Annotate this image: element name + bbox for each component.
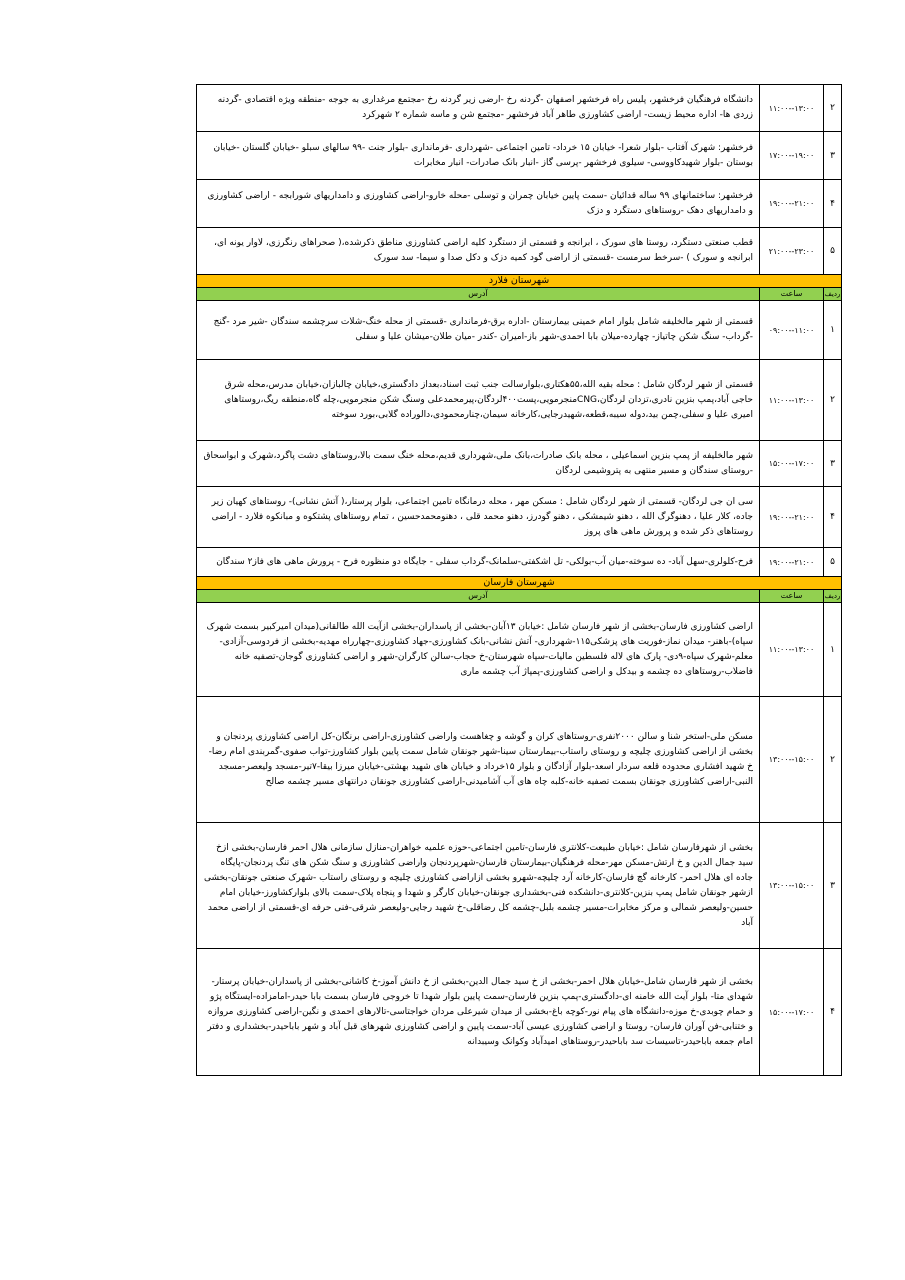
row-index: ۳ [824,441,842,487]
row-time: ۱۹:۰۰--۲۱:۰۰ [760,180,824,228]
row-address: بخشی از شهر فارسان شامل-خیابان هلال احمر-بخشی از خ سید جمال الدین-بخشی از خ دانش آموز-خ کاشانی-بخشی از پاسداران-خیابان پرستار-شهدای متا- بلوار آیت الله خامنه ای-دادگستری-پمپ بنزین فارسان-سمت پایین بلوار شهدا تا خروجی فارسان بسمت بابا حیدر-امامزاده-ایستگاه پژو و حمام چوبدی-خ موزه-دانشگاه های پیام نور-کوچه باغ-بخشی از میدان شیرعلی مردان خواجتاسی-تالارهای احمدی و نگین-اراضی کشاورزی مروازه و ختنابی-فن آوران فارسان- روستا و اراضی کشاورزی عیسی آباد-سمت پایین و اراضی کشاورزی شهرهای قبل آباد و شهر باباحیدر-بخشداری و دفتر امام جمعه باباحیدر-تاسیسات سد باباحیدر-روستاهای امیدآباد وکوانک وسیبدانه [197,949,760,1076]
table-row [197,603,842,697]
row-address: فرخشهر: ساختمانهای ۹۹ ساله قدائیان -سمت پایین خیابان چمران و توسلی -محله خارو-اراضی کشاورزی و دامداریهای شورابجه - اراضی کشاورزی و دامداریهای دهک -روستاهای دستگرد و دزک [197,180,760,228]
row-index: ۳ [824,132,842,180]
row-address: فرح-کلولری-سهل آباد- ده سوخته-میان آب-بولکی- تل اشکفتی-سلمانک-گرداب سفلی - جایگاه دو منظوره فرح - پرورش ماهی های فاز۲ سندگان [197,548,760,577]
row-index: ۱ [824,301,842,360]
row-time: ۱۹:۰۰--۲۱:۰۰ [760,487,824,548]
row-time: ۱۱:۰۰--۱۳:۰۰ [760,360,824,441]
row-time: ۱۳:۰۰--۱۵:۰۰ [760,823,824,949]
row-time: ۱۳:۰۰--۱۵:۰۰ [760,697,824,823]
section-title: شهرستان فارسان [197,577,842,590]
row-index: ۳ [824,823,842,949]
table-row [197,301,842,360]
row-address: قطب صنعتی دستگرد، روستا های سورک ، ابرانجه و قسمتی از دستگرد کلیه اراضی کشاورزی مناطق ذکرشده،( صحراهای رنگرزی، لاوار یونه ای، ابرانجه و سورک ) -سرخط سرمست -قسمتی از اراضی گود کمیه دزک و دکل صدا و سیما- سد سورک [197,228,760,275]
row-address: شهر مالخلیفه از پمپ بنزین اسماعیلی ، محله بانک صادرات،بانک ملی،شهرداری قدیم،محله خنگ سمت بالا،روستاهای دشت پاگرد،شهرک و ابواسحاق -روستای سندگان و مسیر منتهی به پتروشیمی لردگان [197,441,760,487]
header-address: آدرس [197,288,760,301]
row-index: ۵ [824,228,842,275]
row-index: ۴ [824,487,842,548]
table-row [197,487,842,548]
row-index: ۴ [824,949,842,1076]
header-time: ساعت [760,288,824,301]
row-time: ۰۹:۰۰--۱۱:۰۰ [760,301,824,360]
row-index: ۵ [824,548,842,577]
row-address: سی ان جی لردگان- قسمتی از شهر لردگان شامل : مسکن مهر ، محله درمانگاه تامین اجتماعی، بلوار پرستار،( آتش نشانی)- روستاهای کهیان زیر جاده، کلار علیا ، دهنوگرگ الله ، دهنو شیمشکی ، دهنو گودرز، دهنو محمد قلی ، دهنومحمدحسین ، تمام روستاهای پشتکوه و مبانکوه فلارد - اراضی روستاهای ذکر شده و پرورش ماهی های پروز [197,487,760,548]
row-address: قسمتی از شهر مالخلیفه شامل بلوار امام خمینی بیمارستان -اداره برق-فرمانداری -قسمتی از محله خنگ-شلات سرچشمه سندگان -شیر مرد -گنج -گرداب- سنگ شکن چاتیاز- چهارده-میلان بابا احمدی-شهر باز-امیران -کندر -میان طلان-میشان علیا و سفلی [197,301,760,360]
table-row [197,697,842,823]
schedule-sheet [196,84,841,1076]
header-address: آدرس [197,590,760,603]
table-header-row [197,288,842,301]
section-title-row [197,577,842,590]
row-index: ۲ [824,697,842,823]
row-time: ۱۹:۰۰--۲۱:۰۰ [760,548,824,577]
row-address: مسکن ملی-استخر شنا و سالن ۲۰۰۰نفری-روستاهای کران و گوشه و چغاهست واراضی کشاورزی-اراضی برنگان-کل اراضی کشاورزی پردنجان و بخشی از اراضی کشاورزی چلیچه و روستای راستاب-بیمارستان سینا-شهر جونقان شامل سمت پایین بلوار کشاورز-تواب صفوی-گمربندی امام رضا-خ شهید افشاری محدوده قلعه سردار اسعد-بلوار آزادگان و بلوار ۱۵خرداد و خیابان های شهید بهشتی-خیابان میرزا بیقا-۷تیر-مسجد ولیعصر-مسجد النبی-اراضی کشاورزی جونقان بسمت تصفیه خانه-کلبه چاه های آب آشامیدنی-اراضی کشاورزی جونقان درانتهای مسیر چشمه صالح [197,697,760,823]
row-address: بخشی از شهرفارسان شامل :خیابان طبیعت-کلانتری فارسان-تامین اجتماعی-حوزه علمیه خواهران-منازل سازمانی هلال احمر فارسان-بخشی ازخ سید جمال الدین و خ ارتش-مسکن مهر-محله فرهنگیان-بیمارستان فارسان-شهرپردنجان واراضی کشاورزی و سنگ شکن های تنگ پردنجان-پایگاه جاده ای هلال احمر- کارخانه گچ فارسان-کارخانه آرد چلیچه-شهرو بخشی ازاراضی کشاورزی چلیچه و روستای راستاب -شهرک صنعتی جونقان-بخشی ازشهر جونقان شامل پمپ بنزین-کلانتری-دانشکده فنی-بخشداری جونقان-خیابان کارگر و شهدا و پنجاه پلاک-سمت بالای بلوارکشاورز-خیابان امام حسین-ولیعصر شمالی و مرکز مخابرات-مسیر چشمه بلبل-چشمه کل رضاقلی-خ شهید رجایی-ولیعصر شرقی-فنی حرفه ای-قسمتی از اراضی محمد آباد [197,823,760,949]
section-title: شهرستان فلارد [197,275,842,288]
table-row [197,228,842,275]
outage-schedule-table [196,84,842,1076]
header-index: ردیف [824,288,842,301]
row-address: اراضی کشاورزی فارسان-بخشی از شهر فارسان شامل :خیابان ۱۳آبان-بخشی از پاسداران-بخشی ازآیت الله طالقانی(میدان امیرکبیر بسمت شهرک سپاه)-باهنر- میدان نماز-فوریت های پزشکی۱۱۵-شهرداری- آتش نشانی-بانک کشاورزی-جهاد کشاورزی-چهارراه مهدیه-بخشی از فردوسی-آزادی-معلم-شهرک سپاه-۹دی- پارک های لاله فلسطین مالیات-سپاه شهرستان-خ حجاب-سالن کارگران-شهر و اراضی کشاورزی گوجان-تصفیه خانه فاضلاب-روستاهای ده چشمه و بیدکل و اراضی کشاورزی-پمپاژ آب چشمه ماری [197,603,760,697]
table-row [197,360,842,441]
table-row [197,180,842,228]
row-address: قسمتی از شهر لردگان شامل : محله بقیه الله،۵۵هکتاری،بلوارسالت جنب ثبت اسناد،بعداز دادگستری،خیابان چالبازان،خیابان مدرس،محله شرق حاجی آباد،پمپ بنزین نادری،تزدان لردگان،CNGمنجرمویی،پست۴۰۰لردگان،پیرمحمدعلی وسنگ شکن منجرمویی،چله گاه،منطقه ریگ،روستاهای امیری علیا و سفلی،چمن بید،دوله سیبه،قطعه،شهیدرجایی،کارخانه سیمان،چنارمحمودی،دالوراده گلابی،بورد سوخته [197,360,760,441]
table-row [197,548,842,577]
row-time: ۱۷:۰۰--۱۹:۰۰ [760,132,824,180]
row-time: ۱۵:۰۰--۱۷:۰۰ [760,441,824,487]
row-address: دانشگاه فرهنگیان فرخشهر، پلیس راه فرخشهر اصفهان -گردنه رخ -ارضی زیر گردنه رخ -مجتمع مرغداری به جوجه -منطقه ویژه اقتصادی -گردنه زردی ها- اداره محیط زیست- اراضی کشاورزی طاهر آباد فرخشهر -مجتمع شن و ماسه شماره ۲ شهرکرد [197,85,760,132]
table-header-row [197,590,842,603]
row-time: ۱۱:۰۰--۱۳:۰۰ [760,603,824,697]
row-index: ۲ [824,85,842,132]
row-time: ۲۱:۰۰--۲۳:۰۰ [760,228,824,275]
section-title-row [197,275,842,288]
header-time: ساعت [760,590,824,603]
row-index: ۲ [824,360,842,441]
header-index: ردیف [824,590,842,603]
row-time: ۱۵:۰۰--۱۷:۰۰ [760,949,824,1076]
table-row [197,441,842,487]
row-time: ۱۱:۰۰--۱۳:۰۰ [760,85,824,132]
row-address: فرخشهر: شهرک آفتاب -بلوار شعرا- خیابان ۱۵ خرداد- تامین اجتماعی -شهرداری -فرمانداری -بلوار جنت -۹۹ سالهای سبلو -خیابان گلستان -خیابان بوستان -بلوار شهیدکاووسی- سیلوی فرخشهر -پرسی گاز -انبار بانک صادرات- انبار مخابرات [197,132,760,180]
table-row [197,85,842,132]
table-row [197,823,842,949]
row-index: ۱ [824,603,842,697]
table-row [197,132,842,180]
table-row [197,949,842,1076]
row-index: ۴ [824,180,842,228]
